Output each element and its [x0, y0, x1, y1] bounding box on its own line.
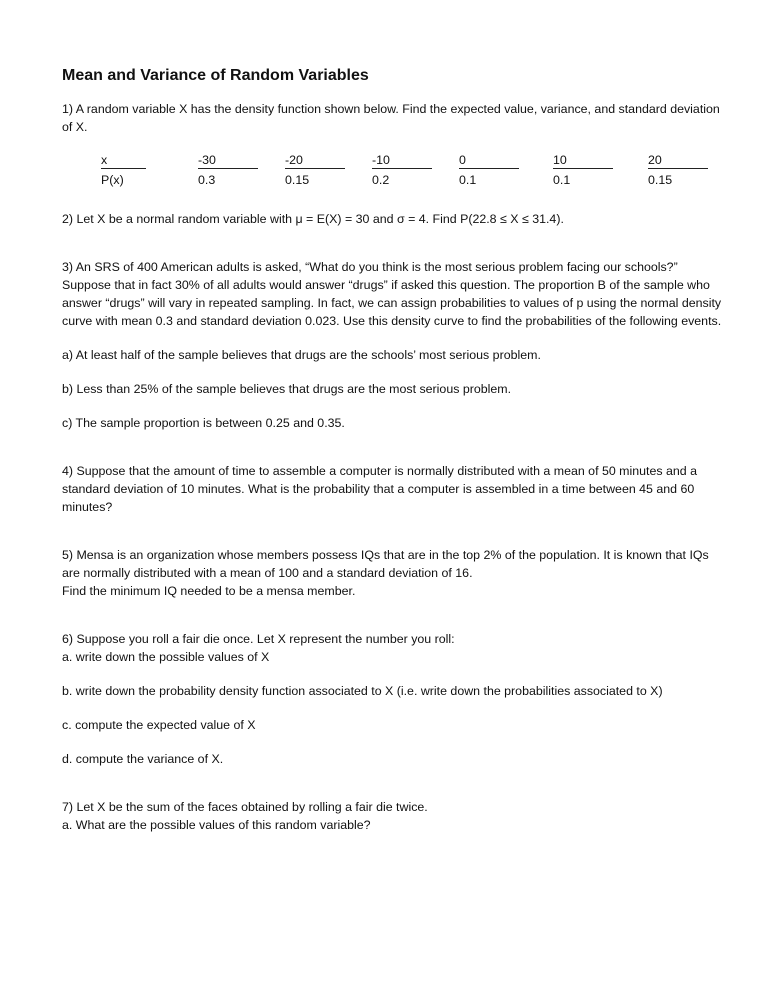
- question-3b-text: b) Less than 25% of the sample believes that drugs are the most serious problem.: [62, 382, 512, 396]
- question-7-text: 7) Let X be the sum of the faces obtained by rolling a fair die twice. a. What are the possible values of this random variable?: [62, 800, 428, 832]
- table-column: [372, 152, 432, 189]
- page-title: Mean and Variance of Random Variables: [62, 67, 369, 84]
- table-column: [553, 152, 613, 189]
- table-x-value: -30: [198, 152, 258, 169]
- distribution-table: [62, 152, 722, 188]
- table-p-label: P(x): [101, 173, 124, 187]
- table-x-label: x: [101, 152, 146, 169]
- table-column: [198, 152, 258, 189]
- table-column: [285, 152, 345, 189]
- table-x-value: 20: [648, 152, 708, 169]
- table-p-value: 0.2: [372, 173, 390, 187]
- table-x-value: -10: [372, 152, 432, 169]
- table-p-value: 0.1: [553, 173, 571, 187]
- question-4-text: 4) Suppose that the amount of time to assemble a computer is normally distributed with a mean of 50 minutes and a standard deviation of 10 minutes. What is the probability that a computer is assembled in a time between 45 and 60 minutes?: [62, 464, 698, 514]
- table-p-value: 0.15: [648, 173, 673, 187]
- question-2-text: 2) Let X be a normal random variable with μ = E(X) = 30 and σ = 4. Find P(22.8 ≤ X ≤ 31.4).: [62, 212, 564, 226]
- question-6-text: 6) Suppose you roll a fair die once. Let X represent the number you roll: a. write down the possible values of X: [62, 632, 455, 664]
- question-6d-text: d. compute the variance of X.: [62, 752, 224, 766]
- table-column: [459, 152, 519, 189]
- question-5-text: 5) Mensa is an organization whose members possess IQs that are in the top 2% of the population. It is known that IQs are normally distributed with a mean of 100 and a standard deviation of 16. Find the minimum IQ needed to be a mensa member.: [62, 548, 709, 598]
- table-p-value: 0.15: [285, 173, 310, 187]
- question-6c-text: c. compute the expected value of X: [62, 718, 256, 732]
- table-column: [648, 152, 708, 189]
- question-3-text: 3) An SRS of 400 American adults is asked, “What do you think is the most serious problem facing our schools?” Suppose that in fact 30% of all adults would answer “drugs” if asked this question. The proportion B of the sample who answer “drugs” will vary in repeated sampling. In fact, we can assign probabilities to values of p using the normal density curve with mean 0.3 and standard deviation 0.023. Use this density curve to find the probabilities of the following events.: [62, 260, 722, 328]
- question-3a-text: a) At least half of the sample believes that drugs are the schools’ most serious problem.: [62, 348, 541, 362]
- question-3c-text: c) The sample proportion is between 0.25 and 0.35.: [62, 416, 345, 430]
- worksheet: [62, 66, 722, 834]
- table-x-value: -20: [285, 152, 345, 169]
- question-1-text: 1) A random variable X has the density function shown below. Find the expected value, variance, and standard deviation of X.: [62, 102, 720, 134]
- table-x-value: 0: [459, 152, 519, 169]
- table-p-value: 0.3: [198, 173, 216, 187]
- table-label-column: [101, 152, 146, 189]
- table-p-value: 0.1: [459, 173, 477, 187]
- table-x-value: 10: [553, 152, 613, 169]
- question-6b-text: b. write down the probability density function associated to X (i.e. write down the probabilities associated to X): [62, 684, 663, 698]
